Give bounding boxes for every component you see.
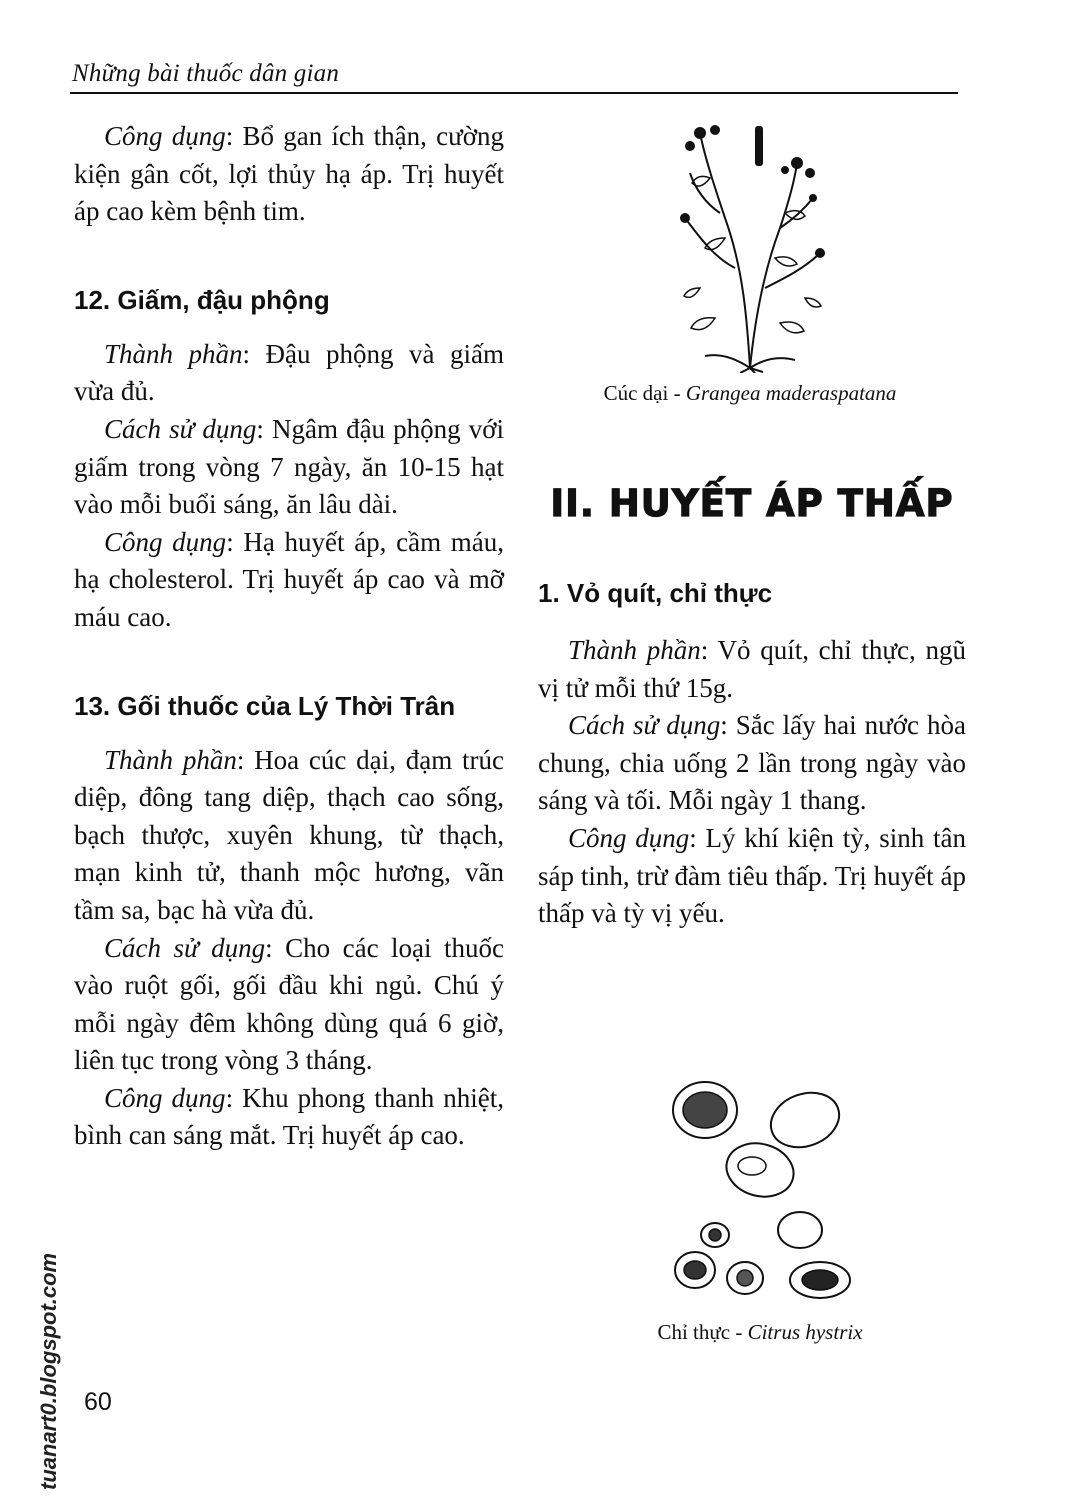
caption-scientific-name: Grangea maderaspatana — [685, 381, 897, 405]
figure-1-caption — [600, 379, 900, 408]
effect-text: : Lý khí kiện tỳ, sinh tân sáp tinh, trừ đàm tiêu thấp. Trị huyết áp thấp và tỳ vị yếu. — [538, 822, 966, 929]
effect-label: Công dụng — [568, 822, 690, 853]
usage-label: Cách sử dụng — [104, 413, 257, 444]
ingredients-label: Thành phần — [104, 744, 237, 775]
right-column — [538, 576, 966, 933]
effect-label: Công dụng — [104, 526, 227, 557]
section-13-title: 13. Gối thuốc của Lý Thời Trân — [74, 690, 456, 721]
section-1-effect — [538, 820, 966, 933]
section-1-ingredients — [538, 632, 966, 707]
left-column — [74, 118, 504, 1155]
plant-illustration-icon — [655, 118, 845, 373]
section-12-effect — [74, 524, 504, 637]
section-13-usage — [74, 930, 504, 1080]
usage-text: : Ngâm đậu phộng với giấm trong vòng 7 ngày, ăn 10-15 hạt vào mỗi buổi sáng, ăn lâu dài. — [74, 413, 504, 520]
running-header: Những bài thuốc dân gian — [72, 60, 340, 87]
intro-effect-paragraph — [74, 118, 504, 231]
ingredients-text: : Vỏ quít, chỉ thực, ngũ vị tử mỗi thứ 15g. — [538, 635, 966, 703]
effect-text: : Khu phong thanh nhiệt, bình can sáng mắt. Trị huyết áp cao. — [74, 1082, 504, 1151]
ingredients-text: : Đậu phộng và giấm vừa đủ. — [74, 338, 504, 407]
citrus-fruits-illustration-icon — [660, 1070, 860, 1310]
section-12-title: 12. Giấm, đậu phộng — [74, 284, 330, 315]
figure-citrus — [590, 1070, 930, 1347]
usage-text: : Sắc lấy hai nước hòa chung, chia uống 2 lần trong ngày vào sáng và tối. Mỗi ngày 1 thang. — [538, 710, 966, 816]
caption-common-name: Cúc dại - — [603, 381, 686, 405]
watermark: tuanart0.blogspot.com — [36, 1252, 61, 1490]
caption-scientific-name: Citrus hystrix — [747, 1320, 863, 1344]
section-13-ingredients — [74, 742, 504, 930]
chapter-title: II. HUYẾT ÁP THẤP — [550, 482, 954, 525]
figure-grangea — [600, 118, 900, 408]
section-12-ingredients — [74, 336, 504, 411]
usage-text: : Cho các loại thuốc vào ruột gối, gối đầu khi ngủ. Chú ý mỗi ngày đêm không dùng quá 6 giờ, liên tục trong vòng 3 tháng. — [74, 932, 504, 1076]
ingredients-label: Thành phần — [568, 635, 701, 665]
effect-label: Công dụng — [104, 121, 226, 151]
ingredients-text: : Hoa cúc dại, đạm trúc diệp, đông tang diệp, thạch cao sống, bạch thược, xuyên khung, từ thạch, mạn kinh tử, thanh mộc hương, vãn tầm sa, bạc hà vừa đủ. — [74, 744, 504, 925]
effect-label: Công dụng — [104, 1082, 226, 1113]
effect-text: : Bổ gan ích thận, cường kiện gân cốt, lợi thủy hạ áp. Trị huyết áp cao kèm bệnh tim. — [74, 121, 504, 227]
section-1-title: 1. Vỏ quít, chỉ thực — [538, 578, 773, 608]
section-13-effect — [74, 1080, 504, 1155]
usage-label: Cách sử dụng — [568, 710, 721, 741]
usage-label: Cách sử dụng — [104, 932, 266, 963]
figure-2-caption — [590, 1318, 930, 1347]
section-1-usage — [538, 707, 966, 820]
caption-common-name: Chỉ thực - — [657, 1320, 748, 1344]
section-12-usage — [74, 411, 504, 524]
header-divider — [70, 92, 958, 94]
effect-text: : Hạ huyết áp, cầm máu, hạ cholesterol. Trị huyết áp cao và mỡ máu cao. — [74, 526, 504, 632]
page-number: 60 — [84, 1388, 112, 1416]
ingredients-label: Thành phần — [104, 338, 243, 369]
